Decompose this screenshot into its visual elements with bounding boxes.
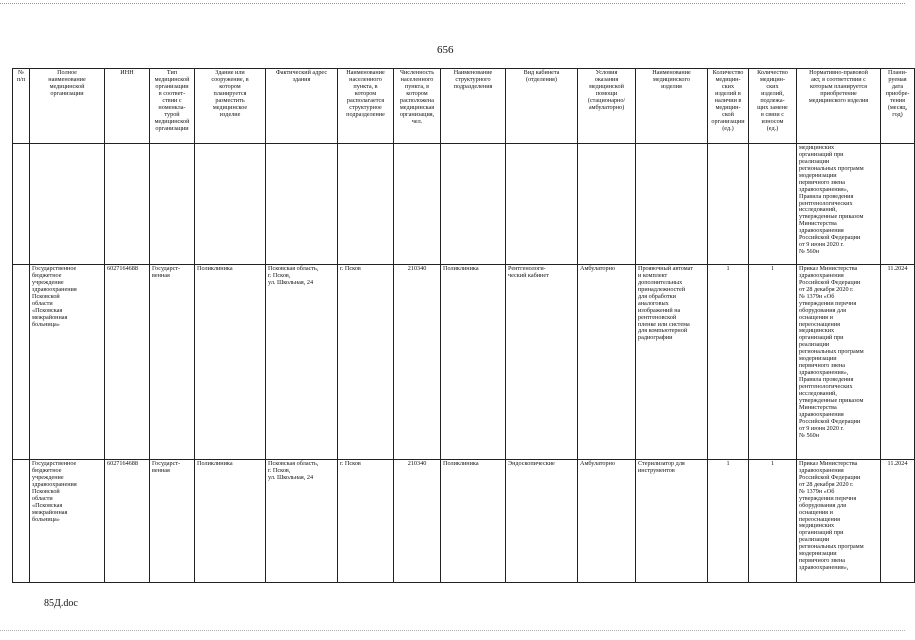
table-row: [13, 460, 915, 583]
org-type-cell: Государст- венная: [150, 265, 195, 460]
date-cell: 11.2024: [881, 265, 915, 460]
header-org-type: Тип медицинской организации в соответ- ствии с номенкла- турой медицинской организации: [150, 69, 195, 144]
settlement-cell: г. Псков: [338, 265, 394, 460]
settlement-cell: г. Псков: [338, 460, 394, 583]
conditions-cell: Амбулаторно: [578, 265, 636, 460]
unit-cell: Поликлиника: [441, 265, 506, 460]
header-num: № п/п: [13, 69, 30, 144]
qty-available-cell: 1: [708, 460, 749, 583]
header-cabinet: Вид кабинета (отделения): [506, 69, 578, 144]
population-cell: 210340: [394, 460, 441, 583]
footer-filename: 85Д.doc: [44, 598, 78, 609]
qty-replace-cell: 1: [749, 460, 797, 583]
legal-act-cell: медицинских организаций при реализации региональных программ модернизации первичного звена здравоохранения», Правила проведения рентгенологических исследований, утвержденные приказом Министерства здравоохранения Российской Федерации от 9 июня 2020 г. № 560н: [797, 144, 881, 265]
qty-replace-cell: 1: [749, 265, 797, 460]
address-cell: Псковская область, г. Псков, ул. Школьная, 24: [266, 265, 338, 460]
header-settlement: Наименование населенного пункта, в котором располагается структурное подразделение: [338, 69, 394, 144]
header-inn: ИНН: [105, 69, 150, 144]
legal-act-cell: Приказ Министерства здравоохранения Российской Федерации от 28 декабря 2020 г. № 1379н «Об утверждении перечня оборудования для оснащения и переоснащения медицинских организаций при реализации региональных программ модернизации первичного звена здравоохранения»,: [797, 460, 881, 583]
building-cell: Поликлиника: [195, 460, 266, 583]
population-cell: 210340: [394, 265, 441, 460]
inn-cell: 6027164688: [105, 265, 150, 460]
header-qty-available: Количество медицин- ских изделий в наличии в медицин- ской организации (ед.): [708, 69, 749, 144]
row-num: [13, 265, 30, 460]
qty-available-cell: 1: [708, 265, 749, 460]
header-address: Фактический адрес здания: [266, 69, 338, 144]
header-device: Наименование медицинского изделия: [636, 69, 708, 144]
device-cell: Стерилизатор для инструментов: [636, 460, 708, 583]
header-date: Плани- руемая дата приобре- тения (месяц, год): [881, 69, 915, 144]
header-qty-replace: Количество медицин- ских изделий, подлежа- щих замене в связи с износом (ед.): [749, 69, 797, 144]
cabinet-cell: Эндоскопические: [506, 460, 578, 583]
cabinet-cell: Рентгенологи- ческий кабинет: [506, 265, 578, 460]
date-cell: 11.2024: [881, 460, 915, 583]
table-row-continuation: [13, 144, 915, 265]
header-org-name: Полное наименование медицинской организации: [30, 69, 105, 144]
header-conditions: Условия оказания медицинской помощи (стационарно/ амбулаторно): [578, 69, 636, 144]
scan-edge-top: [0, 3, 905, 5]
scan-edge-bottom: [0, 630, 905, 632]
org-name-cell: Государственное бюджетное учреждение здравоохранения Псковской области «Псковская межрайонная больница»: [30, 460, 105, 583]
equipment-table: [12, 68, 915, 583]
header-unit: Наименование структурного подразделения: [441, 69, 506, 144]
header-row: [13, 69, 915, 144]
header-building: Здание или сооружение, в котором планируется разместить медицинское изделие: [195, 69, 266, 144]
unit-cell: Поликлиника: [441, 460, 506, 583]
legal-act-cell: Приказ Министерства здравоохранения Российской Федерации от 28 декабря 2020 г. № 1379н «Об утверждении перечня оборудования для оснащения и переоснащения медицинских организаций при реализации региональных программ модернизации первичного звена здравоохранения», Правила проведения рентгенологических исследований, утвержденные приказом Министерства здравоохранения Российской Федерации от 9 июня 2020 г. № 560н: [797, 265, 881, 460]
header-population: Численность населенного пункта, в котором расположена медицинская организация, чел.: [394, 69, 441, 144]
org-type-cell: Государст- венная: [150, 460, 195, 583]
building-cell: Поликлиника: [195, 265, 266, 460]
org-name-cell: Государственное бюджетное учреждение здравоохранения Псковской области «Псковская межрайонная больница»: [30, 265, 105, 460]
device-cell: Проявочный автомат и комплект дополнительных принадлежностей для обработки аналоговых изображений на рентгеновской пленке или система для компьютерной радиографии: [636, 265, 708, 460]
address-cell: Псковская область, г. Псков, ул. Школьная, 24: [266, 460, 338, 583]
row-num: [13, 460, 30, 583]
page-number: 656: [437, 44, 454, 56]
table-row: [13, 265, 915, 460]
conditions-cell: Амбулаторно: [578, 460, 636, 583]
inn-cell: 6027164688: [105, 460, 150, 583]
header-legal-act: Нормативно-правовой акт, в соответствии с которым планируется приобретение медицинского изделия: [797, 69, 881, 144]
